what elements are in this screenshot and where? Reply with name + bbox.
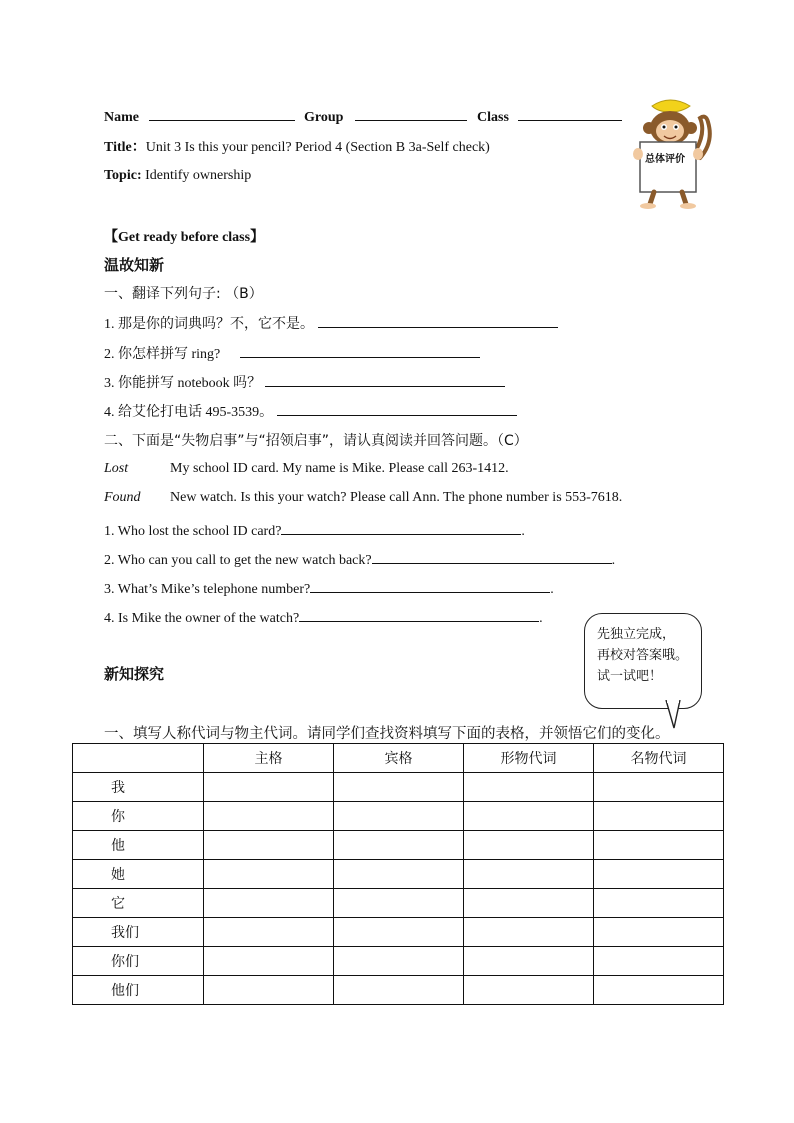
question-2: 2. Who can you call to get the new watch back? . bbox=[104, 549, 615, 569]
table-row bbox=[73, 947, 724, 976]
table-header-cell: 主格 bbox=[204, 744, 334, 773]
found-notice bbox=[104, 490, 622, 506]
answer-blank[interactable] bbox=[299, 607, 539, 622]
row-label: 我们 bbox=[73, 918, 204, 947]
answer-blank[interactable] bbox=[318, 313, 558, 328]
part2-title: 二、下面是“失物启事”与“招领启事”，请认真阅读并回答问题。（C） bbox=[104, 433, 528, 449]
answer-cell[interactable] bbox=[594, 773, 724, 802]
answer-cell[interactable] bbox=[334, 947, 464, 976]
answer-cell[interactable] bbox=[204, 947, 334, 976]
name-blank[interactable] bbox=[149, 106, 295, 121]
answer-cell[interactable] bbox=[334, 773, 464, 802]
found-label: Found bbox=[104, 490, 141, 505]
answer-cell[interactable] bbox=[334, 831, 464, 860]
answer-cell[interactable] bbox=[464, 918, 594, 947]
answer-cell[interactable] bbox=[204, 976, 334, 1005]
answer-cell[interactable] bbox=[464, 889, 594, 918]
group-field bbox=[304, 106, 467, 126]
translate-item-text: 2. 你怎样拼写 ring? bbox=[104, 347, 221, 362]
table-header-cell: 形物代词 bbox=[464, 744, 594, 773]
answer-cell[interactable] bbox=[334, 918, 464, 947]
question-text: 3. What’s Mike’s telephone number? bbox=[104, 582, 311, 597]
answer-cell[interactable] bbox=[464, 802, 594, 831]
answer-blank[interactable] bbox=[240, 343, 480, 358]
lost-label: Lost bbox=[104, 461, 129, 476]
answer-cell[interactable] bbox=[594, 831, 724, 860]
answer-cell[interactable] bbox=[594, 976, 724, 1005]
answer-cell[interactable] bbox=[334, 976, 464, 1005]
table-header-cell: 宾格 bbox=[334, 744, 464, 773]
table-row bbox=[73, 918, 724, 947]
answer-blank[interactable] bbox=[310, 578, 550, 593]
class-blank[interactable] bbox=[518, 106, 622, 121]
answer-cell[interactable] bbox=[334, 802, 464, 831]
question-3: 3. What’s Mike’s telephone number? . bbox=[104, 578, 554, 598]
bubble-line-1: 先独立完成， bbox=[597, 627, 676, 642]
row-label: 他 bbox=[73, 831, 204, 860]
answer-cell[interactable] bbox=[594, 947, 724, 976]
topic-text: Identify ownership bbox=[145, 168, 252, 183]
part1-title: 一、翻译下列句子: （B） bbox=[104, 286, 263, 302]
bubble-line-2: 再校对答案哦。 bbox=[597, 648, 689, 663]
answer-blank[interactable] bbox=[372, 549, 612, 564]
table-row bbox=[73, 831, 724, 860]
pronoun-table bbox=[72, 743, 724, 1005]
answer-cell[interactable] bbox=[204, 773, 334, 802]
answer-cell[interactable] bbox=[204, 889, 334, 918]
answer-cell[interactable] bbox=[204, 918, 334, 947]
name-label: Name bbox=[104, 110, 139, 125]
answer-cell[interactable] bbox=[594, 918, 724, 947]
lost-text: My school ID card. My name is Mike. Please call 263-1412. bbox=[170, 461, 509, 476]
row-label: 你们 bbox=[73, 947, 204, 976]
row-label: 它 bbox=[73, 889, 204, 918]
bubble-line-3: 试一试吧！ bbox=[597, 669, 663, 684]
table-header-row bbox=[73, 744, 724, 773]
class-field bbox=[477, 106, 622, 126]
title-line bbox=[104, 136, 490, 156]
answer-cell[interactable] bbox=[594, 889, 724, 918]
row-label: 她 bbox=[73, 860, 204, 889]
answer-cell[interactable] bbox=[464, 860, 594, 889]
explore-heading: 新知探究 bbox=[104, 665, 165, 683]
badge-text: 总体评价 bbox=[645, 154, 685, 165]
row-label: 你 bbox=[73, 802, 204, 831]
table-row bbox=[73, 976, 724, 1005]
answer-blank[interactable] bbox=[265, 372, 505, 387]
class-label: Class bbox=[477, 110, 509, 125]
answer-cell[interactable] bbox=[204, 802, 334, 831]
found-text: New watch. Is this your watch? Please call Ann. The phone number is 553-7618. bbox=[170, 490, 623, 505]
group-blank[interactable] bbox=[355, 106, 467, 121]
answer-cell[interactable] bbox=[594, 802, 724, 831]
table-header-cell bbox=[73, 744, 204, 773]
hint-speech-bubble bbox=[584, 613, 702, 709]
group-label: Group bbox=[304, 110, 344, 125]
table-row bbox=[73, 802, 724, 831]
explore-part1-title: 一、填写人称代词与物主代词。请同学们查找资料填写下面的表格，并领悟它们的变化。 bbox=[104, 726, 670, 742]
name-field bbox=[104, 106, 295, 126]
row-label: 他们 bbox=[73, 976, 204, 1005]
question-1: 1. Who lost the school ID card? . bbox=[104, 520, 525, 540]
question-text: 1. Who lost the school ID card? bbox=[104, 524, 282, 539]
answer-blank[interactable] bbox=[277, 401, 517, 416]
title-label: Title： bbox=[104, 140, 146, 155]
table-row bbox=[73, 773, 724, 802]
answer-cell[interactable] bbox=[464, 773, 594, 802]
table-header-cell: 名物代词 bbox=[594, 744, 724, 773]
review-heading: 温故知新 bbox=[104, 256, 165, 274]
answer-cell[interactable] bbox=[204, 831, 334, 860]
translate-item-3 bbox=[104, 372, 505, 392]
answer-cell[interactable] bbox=[594, 860, 724, 889]
answer-cell[interactable] bbox=[204, 860, 334, 889]
question-4: 4. Is Mike the owner of the watch? . bbox=[104, 607, 543, 627]
answer-cell[interactable] bbox=[334, 889, 464, 918]
question-text: 2. Who can you call to get the new watch back? bbox=[104, 553, 372, 568]
answer-cell[interactable] bbox=[464, 831, 594, 860]
question-text: 4. Is Mike the owner of the watch? bbox=[104, 611, 300, 626]
translate-item-1 bbox=[104, 313, 558, 333]
topic-line bbox=[104, 168, 251, 184]
topic-label: Topic: bbox=[104, 168, 142, 183]
table-row bbox=[73, 860, 724, 889]
answer-blank[interactable] bbox=[281, 520, 521, 535]
translate-item-2 bbox=[104, 343, 480, 363]
answer-cell[interactable] bbox=[334, 860, 464, 889]
table-row bbox=[73, 889, 724, 918]
answer-cell[interactable] bbox=[464, 976, 594, 1005]
translate-item-text: 4. 给艾伦打电话 495-3539。 bbox=[104, 405, 274, 420]
row-label: 我 bbox=[73, 773, 204, 802]
translate-item-4 bbox=[104, 401, 517, 421]
translate-item-text: 3. 你能拼写 notebook 吗？ bbox=[104, 376, 262, 391]
answer-cell[interactable] bbox=[464, 947, 594, 976]
lost-notice bbox=[104, 461, 509, 477]
section-ready-heading: 【Get ready before class】 bbox=[104, 230, 265, 245]
translate-item-text: 1. 那是你的词典吗？不，它不是。 bbox=[104, 317, 314, 332]
title-text: Unit 3 Is this your pencil? Period 4 (Section B 3a-Self check) bbox=[145, 140, 490, 155]
